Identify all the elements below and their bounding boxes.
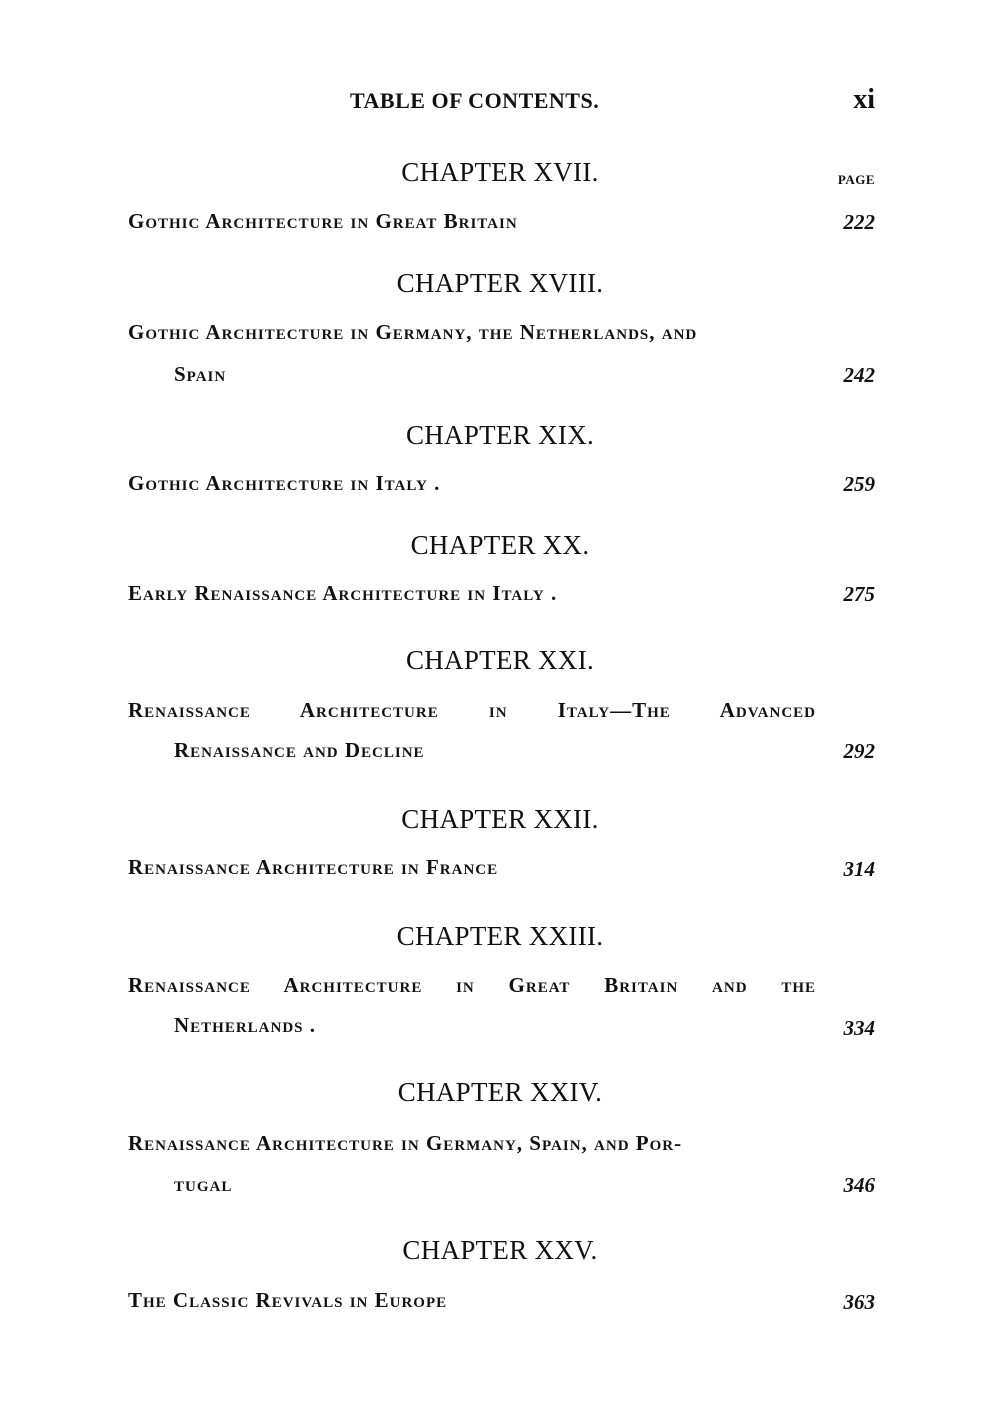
chapter-heading: CHAPTER XIX.	[405, 420, 595, 450]
chapter-heading: CHAPTER XXI.	[405, 645, 595, 675]
chapter-title-line: The Classic Revivals in Europe	[128, 1288, 448, 1312]
chapter-heading: CHAPTER XXII.	[401, 804, 599, 834]
chapter-heading: CHAPTER XVII.	[401, 157, 599, 187]
chapter-heading: CHAPTER XX.	[410, 530, 590, 560]
chapter-title-line: Gothic Architecture in Germany, the Netherlands, and	[128, 320, 698, 344]
page-number: 222	[843, 210, 875, 234]
chapter-title-line: Early Renaissance Architecture in Italy .	[128, 581, 558, 605]
page-column-label: PAGE	[837, 172, 875, 187]
chapter-title-line: Gothic Architecture in Italy .	[128, 471, 441, 495]
page-number: 259	[843, 472, 875, 496]
chapter-title-line: Renaissance Architecture in France	[128, 855, 499, 879]
page-number: 292	[843, 739, 875, 763]
chapter-heading: CHAPTER XXV.	[402, 1235, 598, 1265]
page-number: 242	[843, 363, 875, 387]
chapter-title-line: Renaissance and Decline	[174, 738, 425, 762]
chapter-title-line: Renaissance Architecture in Italy—The Advanced	[128, 698, 816, 722]
chapter-title-line: Netherlands .	[174, 1013, 317, 1037]
chapter-title-line: Renaissance Architecture in Germany, Spain, and Por-	[128, 1131, 683, 1155]
chapter-title-line: Spain	[174, 362, 227, 386]
page-number: 334	[843, 1016, 875, 1040]
running-head-title: TABLE OF CONTENTS.	[350, 88, 600, 113]
page-number: 314	[843, 857, 875, 881]
folio-number: xi	[853, 84, 875, 115]
page-number: 275	[843, 582, 875, 606]
running-head	[0, 84, 1000, 118]
chapter-heading: CHAPTER XVIII.	[396, 268, 604, 298]
chapter-title-line: Gothic Architecture in Great Britain	[128, 209, 518, 233]
page-number: 346	[843, 1173, 875, 1197]
chapter-heading: CHAPTER XXIII.	[396, 921, 604, 951]
chapter-heading: CHAPTER XXIV.	[397, 1077, 603, 1107]
chapter-title-line: Renaissance Architecture in Great Britain and the	[128, 973, 816, 997]
page-number: 363	[843, 1290, 875, 1314]
chapter-title-line: tugal	[174, 1172, 233, 1196]
